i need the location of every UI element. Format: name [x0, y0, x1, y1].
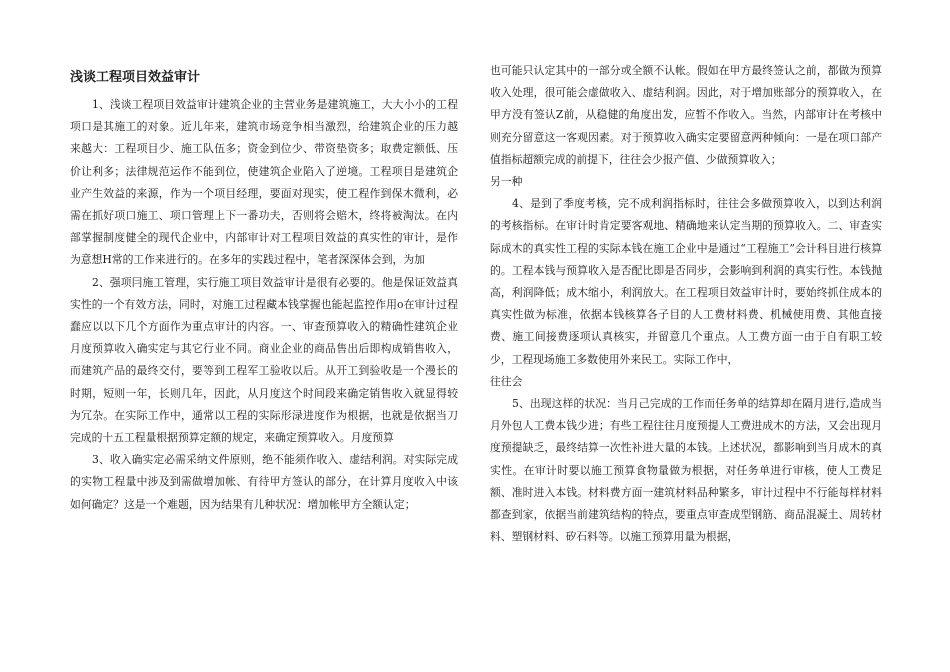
right-column	[490, 60, 882, 548]
paragraph-3: 3、收入确实定必需采纳文件原则，绝不能须作收入、虚结利润。对实际完成的实物工程量中涉及到需做增加帐、有待甲方签认的部分，在计算月度收入中该如何确定？这是一个难题，因为结果有儿种状况：增加帐甲方全额认定；	[70, 453, 458, 511]
paragraph-3-tail: 另一种	[490, 175, 523, 189]
paragraph-1: 1、浅谈工程项目效益审计建筑企业的主营业务是建筑施工，大大小小的工程项口是其施工的对象。近儿年来，建筑市场竞争相当激烈，给建筑企业的压力越来越大：工程项目少、施工队伍多；资金到位少、带资垫资多；取费定额低、压价让利多；法律规范运作不能到位，使建筑企业陷入了逆境。工程项目是建筑企业产生效益的来源，作为一个项目经理，要面对现实，使工程作到保木微利，必需在抓好项口施工、项口管理上下一番功夫，否则将会赔木，终将被淘汰。在内部掌握制度健全的现代企业中，内部审计对工程项目效益的真实性的审计，是作为意想H常的工作来进行的。在多年的实践过程中，笔者深深体会到，为加	[70, 98, 458, 267]
document-title: 浅谈工程项目效益审计	[70, 70, 201, 85]
paragraph-5: 5、出现这样的状况：当月己完成的工作而任务单的结算却在隔月进行,造成当月外包人工费本钱少进；有些工程往往月度预提人工费进成木的方法，又会出现月度预提缺乏，最终结算一次性补进大量的本钱。上述状况，都影响到当月成木的真实性。在审计时要以施工预算食物量做为根据，对任务单进行审核，使人工费足额、准时进入本钱。材料费方面一建筑材料品种繁多，审计过程中不行能每样材料都查到家，依据当前建筑结构的特点，要重点审查成型钢筋、商品混凝土、周转材料、塑钢材料、矽石料等。以施工预算用量为根据，	[490, 397, 882, 544]
paragraph-3-continued: 也可能只认定其中的一部分或全额不认帐。假如在甲方最终签认之前，都做为预算收入处理，很可能会虚做收入、虚结利润。因此，对于增加账部分的预算收入，在甲方没有签认Z前，从稳健的角度出发，应暂不作收入。当然，内部审计在考核中则充分留意这一客观因素。对于预算收入确实定要留意两种倾向：一是在项口部产值指标超额完成的前提下，往往会少报产值、少做预算收入；	[490, 64, 882, 166]
paragraph-4: 4、是到了季度考核，完不成利润指标时，往往会多做预算收入，以到达利润的考核指标。在审计时肯定要客观地、精确地来认定当期的预算收入。二、审查实际成木的真实性工程的实际本钱在施工企业中是通过“工程施工”会计科目进行核算的。工程本钱与预算收入是否配比即是否同步，会影响到利润的真实行性。本钱抛高，利润降低；成木缩小，利润放大。在工程项目效益审计时，要始终抓住成本的真实性做为标准，依据本钱核算各子目的人工费材料费、机械使用费、其他直接费、施工间接费逐项认真核实，并留意几个重点。人工费方面一由于自有职工较少，工程现场施工多数使用外来民工。实际工作中，	[490, 197, 882, 366]
left-column	[70, 60, 458, 516]
paragraph-2: 2、强项冃施工管理，实行施工项目效益审计是很有必要的。他是保证效益真实性的一个有效方法，同时，对施工过程藏本钱掌握也能起监控作用ο在审计过程蠢应以以下几个方面作为重点审计的内容。一、审查预算收入的精确性建筑企业月度预算收入确实定与其它行业不同。商业企业的商品售出后即构成销售收入，而建筑产品的最终交付，要等到工程军工验收以后。从开工到验收是一个漫长的时期，短则一年，长则几年，因此，从月度这个时间段来确定销售收入就显得较为冗杂。在实际工作中，通常以工程的实际形渌进度作为根据，也就是依据当刀完成的十五工程量根据预算定额的规定，来确定预算收入。月度预算	[70, 275, 458, 445]
paragraph-4-tail: 往往会	[490, 374, 523, 388]
